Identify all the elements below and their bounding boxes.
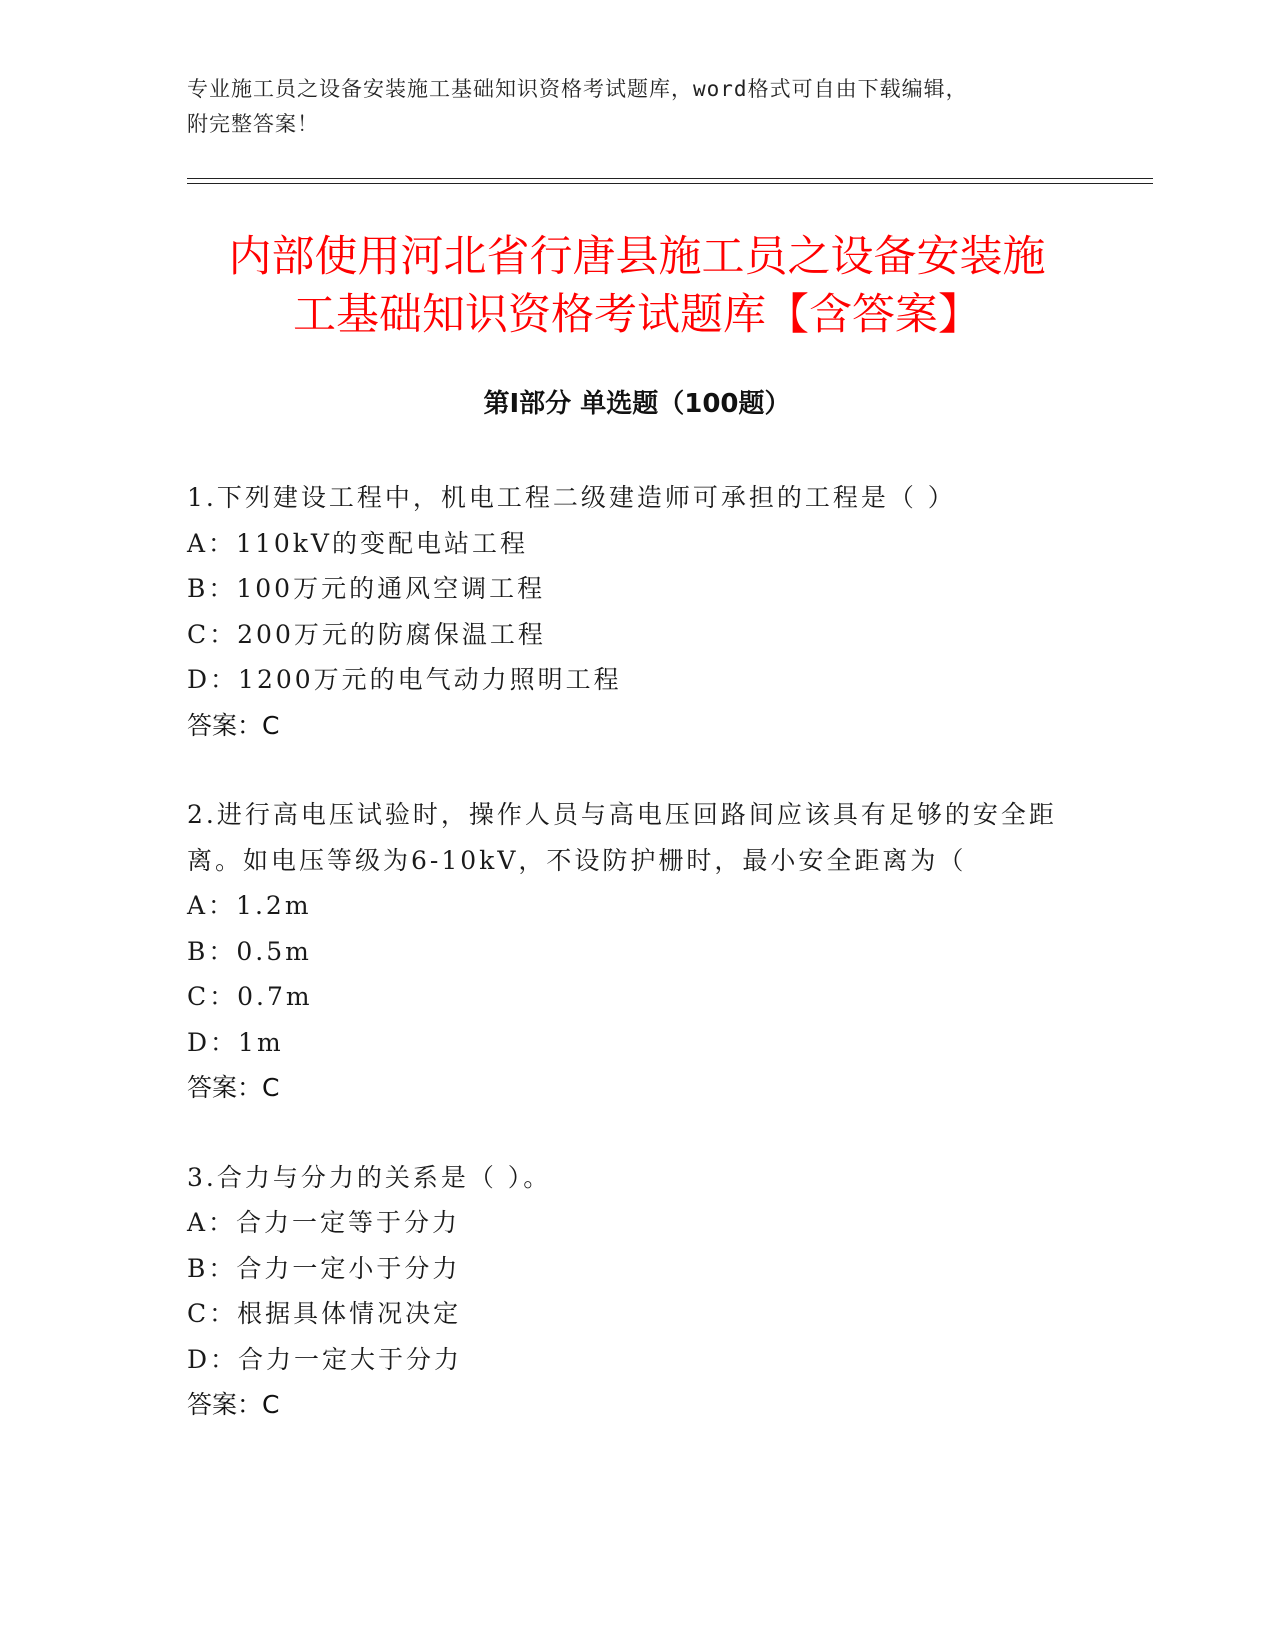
answer: 答案：C — [187, 1390, 280, 1419]
option-c: C：0.7m — [187, 982, 313, 1011]
option-c: C：根据具体情况决定 — [187, 1299, 462, 1328]
option-a: A：1.2m — [187, 891, 312, 920]
question-2 — [187, 792, 1067, 1111]
option-b: B：100万元的通风空调工程 — [187, 574, 546, 603]
option-d: D：1200万元的电气动力照明工程 — [187, 665, 622, 694]
option-c: C：200万元的防腐保温工程 — [187, 619, 546, 649]
header-divider-bottom — [187, 183, 1153, 184]
option-d: D：1m — [187, 1027, 284, 1057]
header-note — [187, 72, 1087, 142]
question-1 — [187, 475, 1067, 748]
option-b: B：合力一定小于分力 — [187, 1253, 461, 1283]
header-note-line-1: 专业施工员之设备安装施工基础知识资格考试题库，word格式可自由下载编辑， — [187, 77, 968, 101]
header-divider-top — [187, 178, 1153, 179]
section-title: 第Ⅰ部分 单选题（100题） — [483, 389, 791, 419]
header-note-line-2: 附完整答案！ — [187, 112, 319, 136]
document-title-line-2: 工基础知识资格考试题库【含答案】 — [293, 290, 981, 340]
question-stem: 2.进行高电压试验时，操作人员与高电压回路间应该具有足够的安全距离。如电压等级为6-10kV，不设防护栅时，最小安全距离为（ — [187, 800, 1057, 875]
answer: 答案：C — [187, 710, 280, 740]
question-stem: 1.下列建设工程中，机电工程二级建造师可承担的工程是（ ） — [187, 483, 956, 512]
option-b: B：0.5m — [187, 936, 312, 966]
answer: 答案：C — [187, 1073, 280, 1102]
question-stem: 3.合力与分力的关系是（ ）。 — [187, 1162, 552, 1192]
question-3 — [187, 1155, 1067, 1428]
question-list — [187, 475, 1067, 1472]
option-a: A：合力一定等于分力 — [187, 1208, 461, 1237]
option-a: A：110kV的变配电站工程 — [187, 528, 528, 558]
document-title-line-1: 内部使用河北省行唐县施工员之设备安装施 — [228, 232, 1046, 282]
document-title — [187, 228, 1087, 344]
option-d: D：合力一定大于分力 — [187, 1344, 463, 1374]
